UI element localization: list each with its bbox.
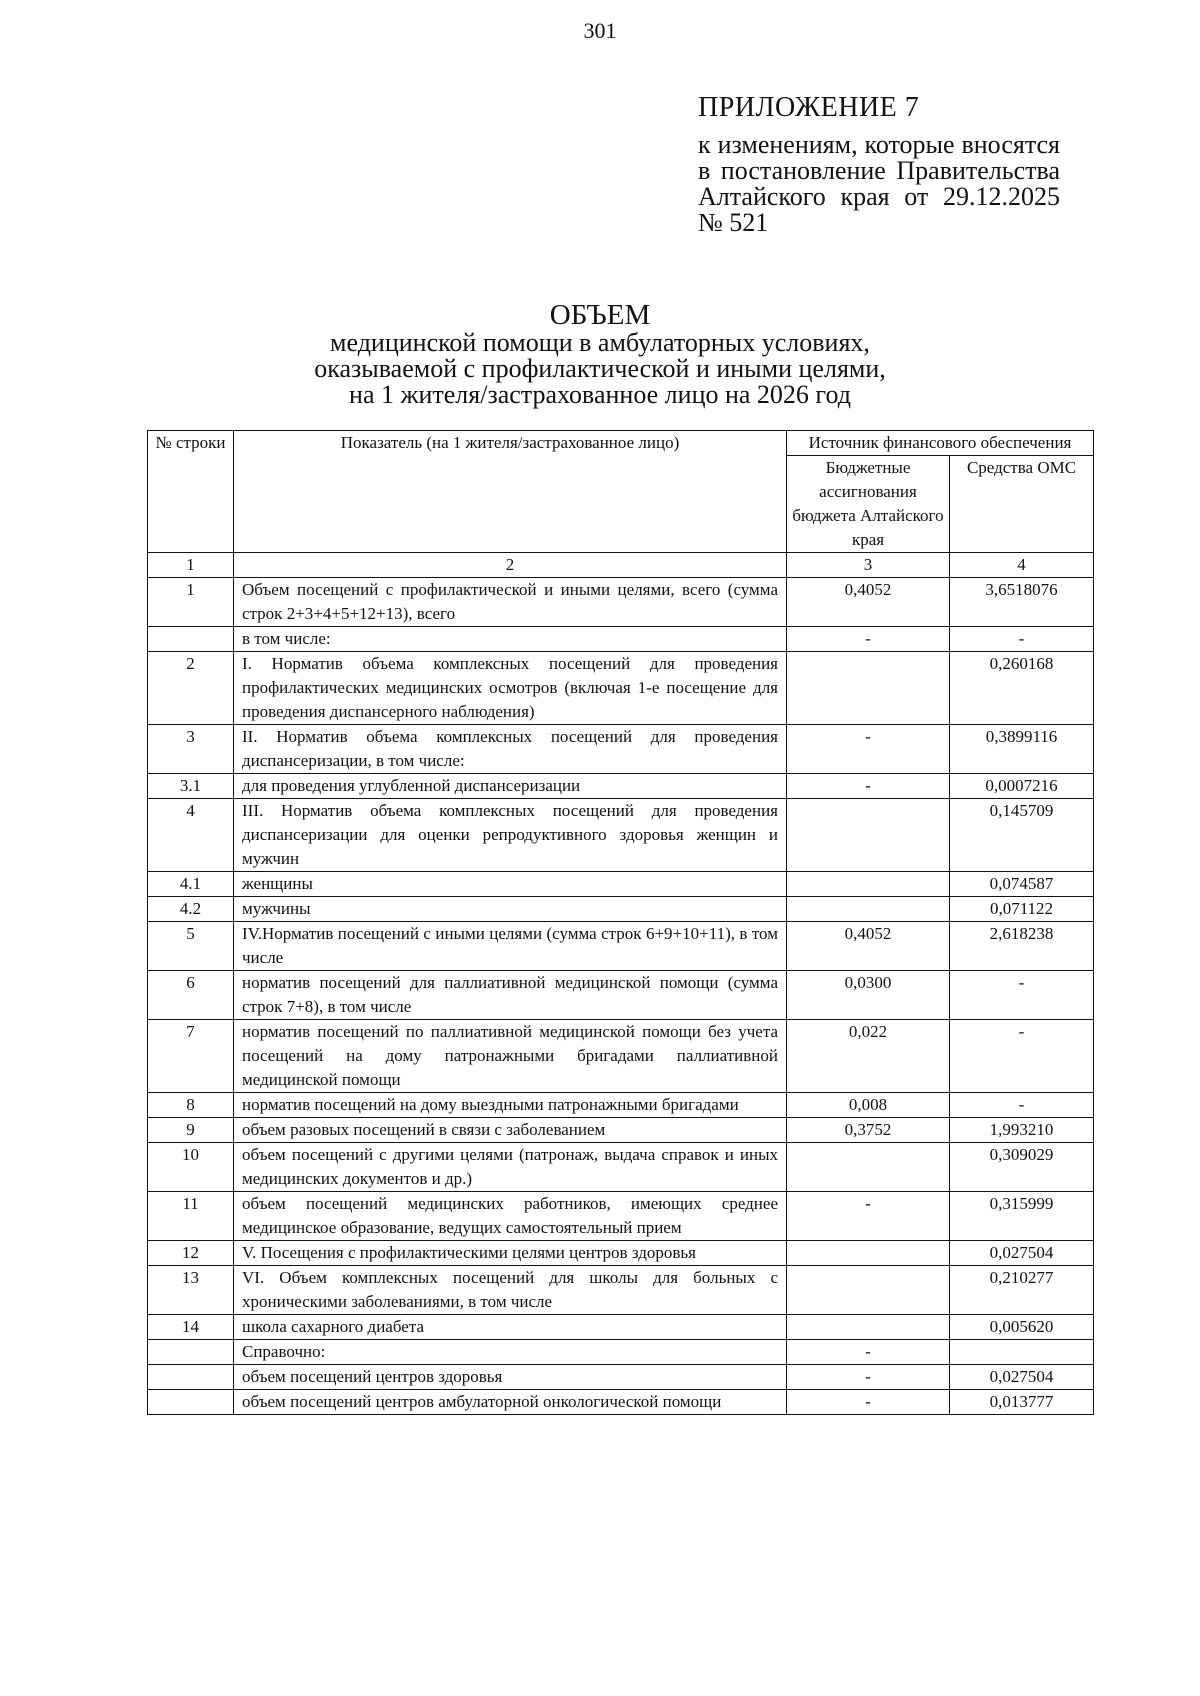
column-number-row bbox=[148, 553, 1094, 578]
oms-value-cell: 0,071122 bbox=[950, 897, 1094, 922]
budget-value-cell: 0,4052 bbox=[787, 578, 950, 627]
table-body bbox=[148, 578, 1094, 1415]
budget-value-cell: - bbox=[787, 627, 950, 652]
indicator-cell: в том числе: bbox=[234, 627, 787, 652]
row-number-cell: 3.1 bbox=[148, 774, 234, 799]
row-number-cell: 14 bbox=[148, 1315, 234, 1340]
budget-value-cell bbox=[787, 872, 950, 897]
indicator-cell: норматив посещений для паллиативной медицинской помощи (сумма строк 7+8), в том числе bbox=[234, 971, 787, 1020]
budget-value-cell bbox=[787, 1266, 950, 1315]
table-row bbox=[148, 1020, 1094, 1093]
volume-table bbox=[147, 430, 1094, 1415]
row-number-cell: 7 bbox=[148, 1020, 234, 1093]
indicator-cell: женщины bbox=[234, 872, 787, 897]
oms-value-cell: 0,309029 bbox=[950, 1143, 1094, 1192]
indicator-cell: объем посещений с другими целями (патронаж, выдача справок и иных медицинских документов и др.) bbox=[234, 1143, 787, 1192]
table-row bbox=[148, 1365, 1094, 1390]
oms-value-cell: 0,074587 bbox=[950, 872, 1094, 897]
budget-value-cell bbox=[787, 1315, 950, 1340]
indicator-cell: объем посещений центров амбулаторной онкологической помощи bbox=[234, 1390, 787, 1415]
indicator-cell: Справочно: bbox=[234, 1340, 787, 1365]
oms-value-cell bbox=[950, 1340, 1094, 1365]
indicator-cell: объем посещений центров здоровья bbox=[234, 1365, 787, 1390]
row-number-cell bbox=[148, 627, 234, 652]
page-number: 301 bbox=[583, 18, 617, 43]
indicator-cell: мужчины bbox=[234, 897, 787, 922]
budget-value-cell: 0,022 bbox=[787, 1020, 950, 1093]
table-row bbox=[148, 897, 1094, 922]
row-number-cell: 6 bbox=[148, 971, 234, 1020]
row-number-cell: 13 bbox=[148, 1266, 234, 1315]
oms-value-cell: 2,618238 bbox=[950, 922, 1094, 971]
budget-value-cell bbox=[787, 652, 950, 725]
indicator-cell: школа сахарного диабета bbox=[234, 1315, 787, 1340]
appendix-title: ПРИЛОЖЕНИЕ 7 bbox=[698, 92, 920, 123]
header-oms: Средства ОМС bbox=[950, 456, 1094, 553]
budget-value-cell bbox=[787, 1241, 950, 1266]
row-number-cell: 4.1 bbox=[148, 872, 234, 897]
indicator-cell: норматив посещений на дому выездными патронажными бригадами bbox=[234, 1093, 787, 1118]
table-row bbox=[148, 774, 1094, 799]
budget-value-cell bbox=[787, 1143, 950, 1192]
oms-value-cell: 0,0007216 bbox=[950, 774, 1094, 799]
budget-value-cell: - bbox=[787, 1365, 950, 1390]
row-number-cell: 5 bbox=[148, 922, 234, 971]
table-row bbox=[148, 1266, 1094, 1315]
table-row bbox=[148, 922, 1094, 971]
oms-value-cell: 0,027504 bbox=[950, 1241, 1094, 1266]
row-number-cell bbox=[148, 1340, 234, 1365]
title-line-3: оказываемой с профилактической и иными целями, bbox=[314, 354, 886, 383]
column-number: 1 bbox=[148, 553, 234, 578]
table-row bbox=[148, 578, 1094, 627]
title-line-2: медицинской помощи в амбулаторных условиях, bbox=[330, 328, 870, 357]
header-row-1 bbox=[148, 431, 1094, 456]
indicator-cell: норматив посещений по паллиативной медицинской помощи без учета посещений на дому патронажными бригадами паллиативной медицинской помощи bbox=[234, 1020, 787, 1093]
table-row bbox=[148, 725, 1094, 774]
table-row bbox=[148, 1192, 1094, 1241]
oms-value-cell: 0,005620 bbox=[950, 1315, 1094, 1340]
header-budget: Бюджетные ассигнования бюджета Алтайского края bbox=[787, 456, 950, 553]
oms-value-cell: 1,993210 bbox=[950, 1118, 1094, 1143]
table-row bbox=[148, 799, 1094, 872]
table-row bbox=[148, 1093, 1094, 1118]
oms-value-cell: - bbox=[950, 627, 1094, 652]
budget-value-cell: 0,008 bbox=[787, 1093, 950, 1118]
oms-value-cell: - bbox=[950, 971, 1094, 1020]
appendix-block bbox=[698, 92, 1060, 236]
title-line-1: ОБЪЕМ bbox=[549, 299, 651, 331]
row-number-cell: 11 bbox=[148, 1192, 234, 1241]
column-number: 4 bbox=[950, 553, 1094, 578]
document-title bbox=[0, 300, 1200, 408]
oms-value-cell: 0,027504 bbox=[950, 1365, 1094, 1390]
row-number-cell bbox=[148, 1365, 234, 1390]
table-row bbox=[148, 872, 1094, 897]
indicator-cell: I. Норматив объема комплексных посещений для проведения профилактических медицинских осмотров (включая 1-е посещение для проведения диспансерного наблюдения) bbox=[234, 652, 787, 725]
indicator-cell: III. Норматив объема комплексных посещений для проведения диспансеризации для оценки репродуктивного здоровья женщин и мужчин bbox=[234, 799, 787, 872]
table-row bbox=[148, 1315, 1094, 1340]
oms-value-cell: 0,315999 bbox=[950, 1192, 1094, 1241]
budget-value-cell: 0,0300 bbox=[787, 971, 950, 1020]
budget-value-cell: - bbox=[787, 1340, 950, 1365]
oms-value-cell: - bbox=[950, 1093, 1094, 1118]
budget-value-cell: 0,4052 bbox=[787, 922, 950, 971]
header-funding-source: Источник финансового обеспечения bbox=[787, 431, 1094, 456]
oms-value-cell: 0,260168 bbox=[950, 652, 1094, 725]
table-row bbox=[148, 1390, 1094, 1415]
row-number-cell: 4.2 bbox=[148, 897, 234, 922]
indicator-cell: IV.Норматив посещений с иными целями (сумма строк 6+9+10+11), в том числе bbox=[234, 922, 787, 971]
table-row bbox=[148, 1340, 1094, 1365]
row-number-cell: 9 bbox=[148, 1118, 234, 1143]
indicator-cell: Объем посещений с профилактической и иными целями, всего (сумма строк 2+3+4+5+12+13), всего bbox=[234, 578, 787, 627]
row-number-cell: 1 bbox=[148, 578, 234, 627]
title-line-4: на 1 жителя/застрахованное лицо на 2026 год bbox=[349, 380, 851, 409]
row-number-cell: 4 bbox=[148, 799, 234, 872]
column-number: 2 bbox=[234, 553, 787, 578]
table-row bbox=[148, 1143, 1094, 1192]
budget-value-cell bbox=[787, 799, 950, 872]
indicator-cell: V. Посещения с профилактическими целями центров здоровья bbox=[234, 1241, 787, 1266]
row-number-cell bbox=[148, 1390, 234, 1415]
budget-value-cell: - bbox=[787, 1390, 950, 1415]
row-number-cell: 10 bbox=[148, 1143, 234, 1192]
header-row-number: № строки bbox=[148, 431, 234, 553]
appendix-text: к изменениям, которые вносятся в постановление Правительства Алтайского края от 29.12.2025 № 521 bbox=[698, 130, 1060, 237]
oms-value-cell: 0,145709 bbox=[950, 799, 1094, 872]
oms-value-cell: 0,3899116 bbox=[950, 725, 1094, 774]
indicator-cell: объем посещений медицинских работников, имеющих среднее медицинское образование, ведущих самостоятельный прием bbox=[234, 1192, 787, 1241]
oms-value-cell: 3,6518076 bbox=[950, 578, 1094, 627]
row-number-cell: 2 bbox=[148, 652, 234, 725]
budget-value-cell: - bbox=[787, 774, 950, 799]
oms-value-cell: 0,210277 bbox=[950, 1266, 1094, 1315]
row-number-cell: 8 bbox=[148, 1093, 234, 1118]
table-row bbox=[148, 1241, 1094, 1266]
indicator-cell: объем разовых посещений в связи с заболеванием bbox=[234, 1118, 787, 1143]
budget-value-cell: - bbox=[787, 1192, 950, 1241]
table-row bbox=[148, 1118, 1094, 1143]
table-row bbox=[148, 627, 1094, 652]
header-indicator: Показатель (на 1 жителя/застрахованное лицо) bbox=[234, 431, 787, 553]
indicator-cell: для проведения углубленной диспансеризации bbox=[234, 774, 787, 799]
indicator-cell: VI. Объем комплексных посещений для школы для больных с хроническими заболеваниями, в том числе bbox=[234, 1266, 787, 1315]
budget-value-cell: - bbox=[787, 725, 950, 774]
budget-value-cell bbox=[787, 897, 950, 922]
row-number-cell: 12 bbox=[148, 1241, 234, 1266]
indicator-cell: II. Норматив объема комплексных посещений для проведения диспансеризации, в том числе: bbox=[234, 725, 787, 774]
oms-value-cell: - bbox=[950, 1020, 1094, 1093]
oms-value-cell: 0,013777 bbox=[950, 1390, 1094, 1415]
budget-value-cell: 0,3752 bbox=[787, 1118, 950, 1143]
table-row bbox=[148, 971, 1094, 1020]
column-number: 3 bbox=[787, 553, 950, 578]
table-row bbox=[148, 652, 1094, 725]
row-number-cell: 3 bbox=[148, 725, 234, 774]
